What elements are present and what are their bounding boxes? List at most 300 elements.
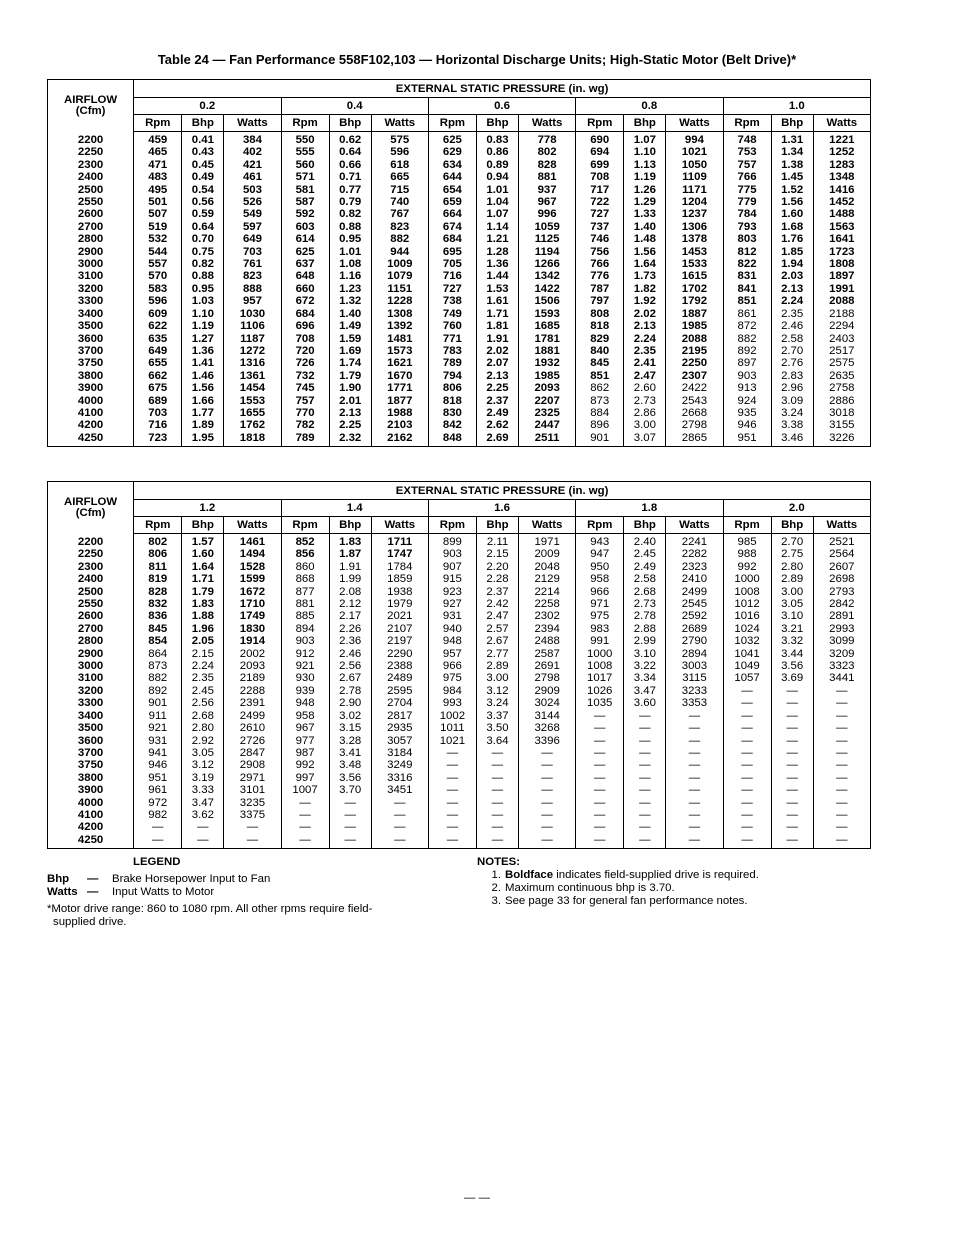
table-row — [48, 270, 871, 282]
bhp-cell: 1.77 — [182, 407, 224, 419]
airflow-cell: 4200 — [48, 821, 134, 833]
bhp-cell: 2.49 — [476, 407, 518, 419]
watts-cell: 597 — [224, 221, 281, 233]
bhp-cell: 1.64 — [624, 258, 666, 270]
bhp-cell: 3.60 — [624, 697, 666, 709]
bhp-cell: 3.38 — [771, 419, 813, 431]
bhp-cell: 1.26 — [624, 184, 666, 196]
rpm-cell: 749 — [428, 308, 476, 320]
rpm-cell: 845 — [134, 623, 182, 635]
watts-cell: 3057 — [371, 735, 428, 747]
watts-cell: 1932 — [519, 357, 576, 369]
bhp-cell: — — [771, 759, 813, 771]
rpm-cell: 802 — [134, 534, 182, 549]
rpm-cell: 808 — [576, 308, 624, 320]
bhp-cell: 2.70 — [771, 534, 813, 549]
bhp-cell: 1.19 — [624, 171, 666, 183]
bhp-cell: 0.41 — [182, 132, 224, 147]
airflow-cell: 2500 — [48, 586, 134, 598]
bhp-cell: 2.86 — [624, 407, 666, 419]
bhp-cell: 2.67 — [329, 672, 371, 684]
rpm-cell: 951 — [723, 432, 771, 447]
note-item — [477, 895, 877, 908]
watts-cell: 1818 — [224, 432, 281, 447]
watts-cell: 3268 — [519, 722, 576, 734]
watts-cell: 996 — [519, 208, 576, 220]
rpm-cell: 789 — [281, 432, 329, 447]
watts-cell: 2894 — [666, 648, 723, 660]
rpm-cell: 967 — [281, 722, 329, 734]
airflow-unit: (Cfm) — [75, 104, 106, 117]
table-row — [48, 573, 871, 585]
rpm-cell: 1017 — [576, 672, 624, 684]
watts-cell: 1306 — [666, 221, 723, 233]
airflow-cell: 4100 — [48, 809, 134, 821]
watts-cell: 1528 — [224, 561, 281, 573]
rpm-cell: 940 — [428, 623, 476, 635]
bhp-cell: 3.00 — [476, 672, 518, 684]
rpm-cell: 881 — [281, 598, 329, 610]
watts-cell: 3323 — [829, 660, 855, 673]
rpm-cell: 1008 — [576, 660, 624, 672]
bhp-cell: 1.28 — [476, 246, 518, 258]
bhp-cell: 2.13 — [329, 407, 371, 419]
airflow-cell: 2400 — [48, 171, 134, 183]
bhp-cell: 1.83 — [329, 534, 371, 549]
watts-cell: 2189 — [224, 672, 281, 684]
bhp-cell: 2.89 — [771, 573, 813, 585]
watts-cell: 2908 — [224, 759, 281, 771]
watts-cell: 2758 — [829, 382, 855, 395]
bhp-cell: 2.58 — [771, 333, 813, 345]
bhp-cell: 3.34 — [624, 672, 666, 684]
rpm-cell: 935 — [723, 407, 771, 419]
column-header-watts: Watts — [666, 517, 723, 534]
rpm-cell: 803 — [723, 233, 771, 245]
bhp-cell: 1.21 — [476, 233, 518, 245]
airflow-cell: 3900 — [48, 784, 134, 796]
rpm-cell: 745 — [281, 382, 329, 394]
watts-cell: 2595 — [371, 685, 428, 697]
watts-cell: 957 — [224, 295, 281, 307]
bhp-cell: 1.81 — [476, 320, 518, 332]
watts-cell: — — [836, 709, 848, 722]
table-row — [48, 171, 871, 183]
watts-cell: 3249 — [371, 759, 428, 771]
bhp-cell: 1.13 — [624, 159, 666, 171]
watts-cell: 1194 — [519, 246, 576, 258]
watts-cell: 2865 — [666, 432, 723, 447]
bhp-cell: 2.03 — [771, 270, 813, 282]
airflow-cell: 2500 — [48, 184, 134, 196]
watts-cell: 2258 — [519, 598, 576, 610]
watts-cell: — — [666, 821, 723, 833]
bhp-cell: 2.47 — [624, 370, 666, 382]
rpm-cell: 992 — [723, 561, 771, 573]
bhp-cell: 2.68 — [624, 586, 666, 598]
rpm-cell: 921 — [281, 660, 329, 672]
rpm-cell: — — [134, 834, 182, 849]
watts-cell: 1655 — [224, 407, 281, 419]
rpm-cell: 727 — [576, 208, 624, 220]
table-row — [48, 809, 871, 821]
rpm-cell: 684 — [281, 308, 329, 320]
airflow-cell: 4100 — [48, 407, 134, 419]
bhp-cell: 2.56 — [329, 660, 371, 672]
bhp-cell: 2.13 — [476, 370, 518, 382]
rpm-cell: 532 — [134, 233, 182, 245]
rpm-cell: — — [576, 809, 624, 821]
watts-cell: 1702 — [666, 283, 723, 295]
airflow-cell: 3800 — [48, 772, 134, 784]
rpm-cell: 903 — [281, 635, 329, 647]
table-title: Table 24 — Fan Performance 558F102,103 — Horizontal Discharge Units; High-Static Motor (Belt Drive)* — [157, 52, 797, 67]
airflow-cell: 4200 — [48, 419, 134, 431]
bhp-cell: 2.47 — [476, 610, 518, 622]
bhp-cell: — — [771, 735, 813, 747]
table-row — [48, 196, 871, 208]
rpm-cell: 690 — [576, 132, 624, 147]
airflow-cell: 3000 — [48, 660, 134, 672]
rpm-cell: — — [576, 821, 624, 833]
table-row — [48, 295, 871, 307]
bhp-cell: 2.58 — [624, 573, 666, 585]
bhp-cell: 0.64 — [182, 221, 224, 233]
watts-cell: 1830 — [224, 623, 281, 635]
table-row — [48, 159, 871, 171]
watts-cell: 2422 — [666, 382, 723, 394]
bhp-cell: — — [624, 784, 666, 796]
watts-cell: 2410 — [666, 573, 723, 585]
watts-cell: 1283 — [829, 158, 855, 171]
bhp-cell: 2.96 — [771, 382, 813, 394]
rpm-cell: 592 — [281, 208, 329, 220]
rpm-cell: 901 — [576, 432, 624, 447]
note-number: 1. — [491, 869, 501, 881]
column-header-bhp: Bhp — [329, 517, 371, 534]
watts-cell: 2592 — [666, 610, 723, 622]
watts-cell: — — [666, 710, 723, 722]
bhp-cell: 1.89 — [182, 419, 224, 431]
bhp-cell: 1.08 — [329, 258, 371, 270]
watts-cell: 2564 — [829, 548, 855, 561]
legend-description: Input Watts to Motor — [112, 886, 215, 898]
watts-cell: 1316 — [224, 357, 281, 369]
rpm-cell: 649 — [134, 345, 182, 357]
bhp-cell: 1.64 — [182, 561, 224, 573]
bhp-cell: 2.42 — [476, 598, 518, 610]
watts-cell: 1452 — [829, 196, 855, 209]
rpm-cell: 894 — [281, 623, 329, 635]
rpm-cell: — — [428, 747, 476, 759]
watts-cell: 1422 — [519, 283, 576, 295]
bhp-cell: 1.46 — [182, 370, 224, 382]
rpm-cell: 924 — [723, 395, 771, 407]
bhp-cell: 1.07 — [476, 208, 518, 220]
watts-cell: 1914 — [224, 635, 281, 647]
watts-cell: 2689 — [666, 623, 723, 635]
rpm-cell: 737 — [576, 221, 624, 233]
watts-cell: 3209 — [829, 647, 855, 660]
notes-heading: NOTES: — [477, 856, 521, 868]
bhp-cell: 3.00 — [771, 586, 813, 598]
bhp-cell: 2.45 — [624, 548, 666, 560]
table-row — [48, 672, 871, 684]
column-header-watts: Watts — [666, 115, 723, 132]
watts-cell: — — [371, 821, 428, 833]
rpm-cell: 465 — [134, 146, 182, 158]
rpm-cell: 831 — [723, 270, 771, 282]
rpm-cell: — — [428, 797, 476, 809]
bhp-cell: 0.83 — [476, 132, 518, 147]
airflow-cell: 3500 — [48, 320, 134, 332]
watts-cell: — — [666, 759, 723, 771]
airflow-unit: (Cfm) — [75, 506, 106, 519]
airflow-cell: 3000 — [48, 258, 134, 270]
watts-cell: 882 — [371, 233, 428, 245]
bhp-cell: 1.38 — [771, 159, 813, 171]
airflow-cell: 3800 — [48, 370, 134, 382]
watts-cell: — — [836, 697, 848, 710]
table-row — [48, 395, 871, 407]
column-header-rpm: Rpm — [576, 115, 624, 132]
bhp-cell: 2.88 — [624, 623, 666, 635]
watts-cell: 994 — [666, 132, 723, 147]
rpm-cell: — — [576, 834, 624, 849]
rpm-cell: 939 — [281, 685, 329, 697]
watts-cell: 767 — [371, 208, 428, 220]
column-header-bhp: Bhp — [329, 115, 371, 132]
rpm-cell: 984 — [428, 685, 476, 697]
rpm-cell: 829 — [576, 333, 624, 345]
bhp-cell: — — [624, 772, 666, 784]
legend-dash: — — [87, 873, 99, 885]
bhp-cell: 3.28 — [329, 735, 371, 747]
watts-cell: 2575 — [829, 357, 855, 370]
rpm-cell: 793 — [723, 221, 771, 233]
bhp-cell: — — [771, 685, 813, 697]
bhp-cell: 3.44 — [771, 648, 813, 660]
bhp-cell: 3.12 — [182, 759, 224, 771]
bhp-cell: 0.82 — [329, 208, 371, 220]
watts-cell: 1979 — [371, 598, 428, 610]
bhp-cell: 2.57 — [476, 623, 518, 635]
notes — [477, 856, 877, 908]
watts-cell: 1488 — [829, 208, 855, 221]
bhp-cell: 2.01 — [329, 395, 371, 407]
table-row — [48, 146, 871, 158]
rpm-cell: 811 — [134, 561, 182, 573]
rpm-cell: 660 — [281, 283, 329, 295]
table-row — [48, 685, 871, 697]
bhp-cell: 1.10 — [182, 308, 224, 320]
watts-cell: 1792 — [666, 295, 723, 307]
watts-cell: 3024 — [519, 697, 576, 709]
rpm-cell: 901 — [134, 697, 182, 709]
watts-cell: — — [836, 734, 848, 747]
bhp-cell: 2.40 — [624, 534, 666, 549]
watts-cell: — — [666, 747, 723, 759]
bhp-cell: — — [329, 809, 371, 821]
column-header-rpm: Rpm — [723, 115, 771, 132]
bhp-cell: 0.88 — [329, 221, 371, 233]
watts-cell: 2793 — [829, 585, 855, 598]
bhp-cell: 3.24 — [476, 697, 518, 709]
airflow-cell: 2200 — [48, 534, 134, 549]
bhp-cell: 2.15 — [182, 648, 224, 660]
pressure-header: 0.4 — [281, 98, 428, 115]
watts-cell: — — [836, 746, 848, 759]
bhp-cell: 1.36 — [476, 258, 518, 270]
rpm-cell: 958 — [576, 573, 624, 585]
rpm-cell: 854 — [134, 635, 182, 647]
watts-cell: — — [666, 735, 723, 747]
column-header-bhp: Bhp — [476, 517, 518, 534]
rpm-cell: — — [723, 834, 771, 849]
rpm-cell: 985 — [723, 534, 771, 549]
watts-cell: 3099 — [829, 635, 855, 648]
table-row — [48, 357, 871, 369]
rpm-cell: 948 — [428, 635, 476, 647]
motor-footnote: *Motor drive range: 860 to 1080 rpm. All other rpms require field- — [47, 903, 373, 915]
rpm-cell: 877 — [281, 586, 329, 598]
watts-cell: 1228 — [371, 295, 428, 307]
bhp-cell: 2.24 — [182, 660, 224, 672]
watts-cell: 1881 — [519, 345, 576, 357]
bhp-cell: 0.64 — [329, 146, 371, 158]
watts-cell: 2188 — [829, 307, 855, 320]
table-body — [48, 534, 871, 849]
bhp-cell: 2.05 — [182, 635, 224, 647]
bhp-cell: 2.73 — [624, 395, 666, 407]
watts-cell: 421 — [224, 159, 281, 171]
bhp-cell: 1.07 — [624, 132, 666, 147]
bhp-cell: — — [329, 834, 371, 849]
bhp-cell: 2.13 — [624, 320, 666, 332]
bhp-cell: 3.24 — [771, 407, 813, 419]
rpm-cell: 637 — [281, 258, 329, 270]
watts-cell: — — [836, 771, 848, 784]
table-row — [48, 208, 871, 220]
table-row — [48, 561, 871, 573]
bhp-cell: 3.69 — [771, 672, 813, 684]
bhp-cell: — — [771, 697, 813, 709]
table-row — [48, 258, 871, 270]
watts-cell: 1416 — [829, 183, 855, 196]
rpm-cell: 907 — [428, 561, 476, 573]
bhp-cell: 0.49 — [182, 171, 224, 183]
watts-cell: 2391 — [224, 697, 281, 709]
watts-cell: 1050 — [666, 159, 723, 171]
bhp-cell: — — [329, 821, 371, 833]
rpm-cell: 988 — [723, 548, 771, 560]
table-row — [48, 784, 871, 796]
watts-cell: 575 — [371, 132, 428, 147]
note-item — [477, 869, 877, 882]
watts-cell: 2302 — [519, 610, 576, 622]
column-header-rpm: Rpm — [428, 517, 476, 534]
bhp-cell: 1.04 — [476, 196, 518, 208]
rpm-cell: 746 — [576, 233, 624, 245]
bhp-cell: — — [771, 821, 813, 833]
watts-cell: 1009 — [371, 258, 428, 270]
rpm-cell: — — [723, 759, 771, 771]
rpm-cell: 861 — [723, 308, 771, 320]
rpm-cell: 583 — [134, 283, 182, 295]
table-row — [48, 407, 871, 419]
rpm-cell: 654 — [428, 184, 476, 196]
bhp-cell: 3.05 — [771, 598, 813, 610]
bhp-cell: 1.76 — [771, 233, 813, 245]
bhp-cell: 2.99 — [624, 635, 666, 647]
table-row — [48, 534, 871, 549]
rpm-cell: 971 — [576, 598, 624, 610]
watts-cell: 1988 — [371, 407, 428, 419]
bhp-cell: 1.16 — [329, 270, 371, 282]
bhp-cell: 1.94 — [771, 258, 813, 270]
bhp-cell: 3.00 — [624, 419, 666, 431]
airflow-cell: 2300 — [48, 159, 134, 171]
watts-cell: 2635 — [829, 369, 855, 382]
bhp-cell: 3.47 — [624, 685, 666, 697]
watts-cell: 3226 — [829, 431, 855, 444]
watts-cell: — — [666, 722, 723, 734]
watts-cell: 1784 — [371, 561, 428, 573]
bhp-cell: — — [476, 747, 518, 759]
bhp-cell: 1.31 — [771, 132, 813, 147]
watts-cell: 2607 — [829, 560, 855, 573]
column-header-rpm: Rpm — [134, 517, 182, 534]
bhp-cell: 0.70 — [182, 233, 224, 245]
rpm-cell: 931 — [134, 735, 182, 747]
watts-cell: 2107 — [371, 623, 428, 635]
bhp-cell: 3.56 — [329, 772, 371, 784]
rpm-cell: 852 — [281, 534, 329, 549]
column-header-bhp: Bhp — [182, 115, 224, 132]
rpm-cell: 699 — [576, 159, 624, 171]
page-footer: — — — [464, 1192, 490, 1204]
bhp-cell: 1.03 — [182, 295, 224, 307]
table-row — [48, 648, 871, 660]
bhp-cell: 0.89 — [476, 159, 518, 171]
watts-cell: 3115 — [666, 672, 723, 684]
column-header-rpm: Rpm — [134, 115, 182, 132]
bhp-cell: 1.36 — [182, 345, 224, 357]
watts-cell: 967 — [519, 196, 576, 208]
bhp-cell: 0.94 — [476, 171, 518, 183]
column-header-watts: Watts — [519, 115, 576, 132]
airflow-cell: 3100 — [48, 270, 134, 282]
note-number: 2. — [491, 882, 501, 894]
table-row — [48, 834, 871, 849]
watts-cell: 1021 — [666, 146, 723, 158]
rpm-cell: 662 — [134, 370, 182, 382]
bhp-cell: 1.92 — [624, 295, 666, 307]
legend-item — [47, 886, 447, 899]
bhp-cell: 2.49 — [624, 561, 666, 573]
airflow-cell: 2400 — [48, 573, 134, 585]
bhp-cell: 3.47 — [182, 797, 224, 809]
watts-cell: 1266 — [519, 258, 576, 270]
airflow-cell: 2250 — [48, 548, 134, 560]
rpm-cell: 727 — [428, 283, 476, 295]
table-row — [48, 722, 871, 734]
watts-cell: 2886 — [829, 394, 855, 407]
watts-cell: 1593 — [519, 308, 576, 320]
watts-cell: — — [519, 747, 576, 759]
watts-cell: 888 — [224, 283, 281, 295]
bhp-cell: 1.19 — [182, 320, 224, 332]
